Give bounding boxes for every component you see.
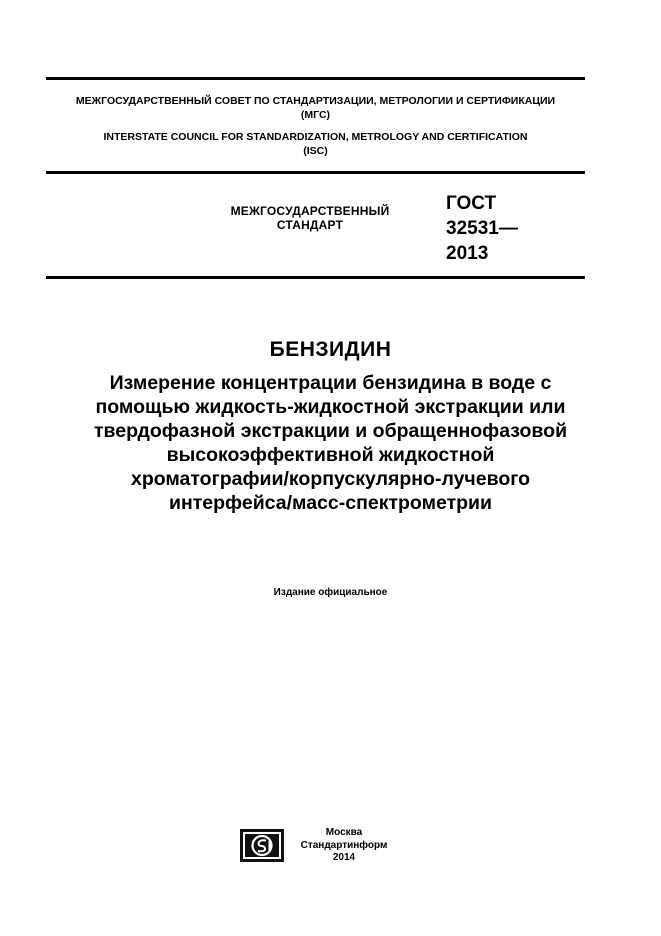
top-rule — [46, 77, 585, 80]
subtitle-line: Измерение концентрации бензидина в воде с — [109, 372, 552, 394]
document-subtitle — [60, 371, 601, 515]
subtitle-line: интерфейса/масс-спектрометрии — [168, 492, 493, 514]
bottom-rule — [46, 276, 585, 279]
council-ru — [46, 94, 585, 122]
edition-note: Издание официальное — [273, 587, 388, 598]
gost-number: 32531— — [446, 218, 518, 239]
gost-year: 2013 — [446, 243, 489, 264]
standard-type-line1: МЕЖГОСУДАРСТВЕННЫЙ — [230, 204, 390, 218]
standard-type — [205, 204, 415, 232]
standard-type-line2: СТАНДАРТ — [276, 218, 344, 232]
subtitle-line: хроматографии/корпускулярно-лучевого — [130, 468, 531, 490]
publisher-year: 2014 — [332, 852, 356, 863]
gost-designation — [446, 191, 518, 266]
publisher-name: Стандартинформ — [300, 839, 388, 851]
subtitle-line: помощью жидкость-жидкостной экстракции или — [95, 396, 566, 418]
subtitle-line: твердофазной экстракции и обращеннофазовой — [93, 420, 568, 442]
middle-rule — [46, 171, 585, 174]
council-en-name: INTERSTATE COUNCIL FOR STANDARDIZATION, METROLOGY AND CERTIFICATION — [103, 131, 528, 143]
standartinform-logo-icon — [240, 829, 284, 862]
council-en-abbr: (ISC) — [303, 145, 328, 157]
publisher-city: Москва — [325, 827, 363, 838]
gost-label: ГОСТ — [446, 193, 497, 214]
council-en — [46, 130, 585, 158]
document-title: БЕНЗИДИН — [269, 338, 392, 361]
council-ru-abbr: (МГС) — [300, 109, 331, 121]
subtitle-line: высокоэффективной жидкостной — [166, 444, 495, 466]
council-ru-name: МЕЖГОСУДАРСТВЕННЫЙ СОВЕТ ПО СТАНДАРТИЗАЦИИ, МЕТРОЛОГИИ И СЕРТИФИКАЦИИ — [75, 95, 556, 107]
publisher-block — [292, 827, 396, 865]
